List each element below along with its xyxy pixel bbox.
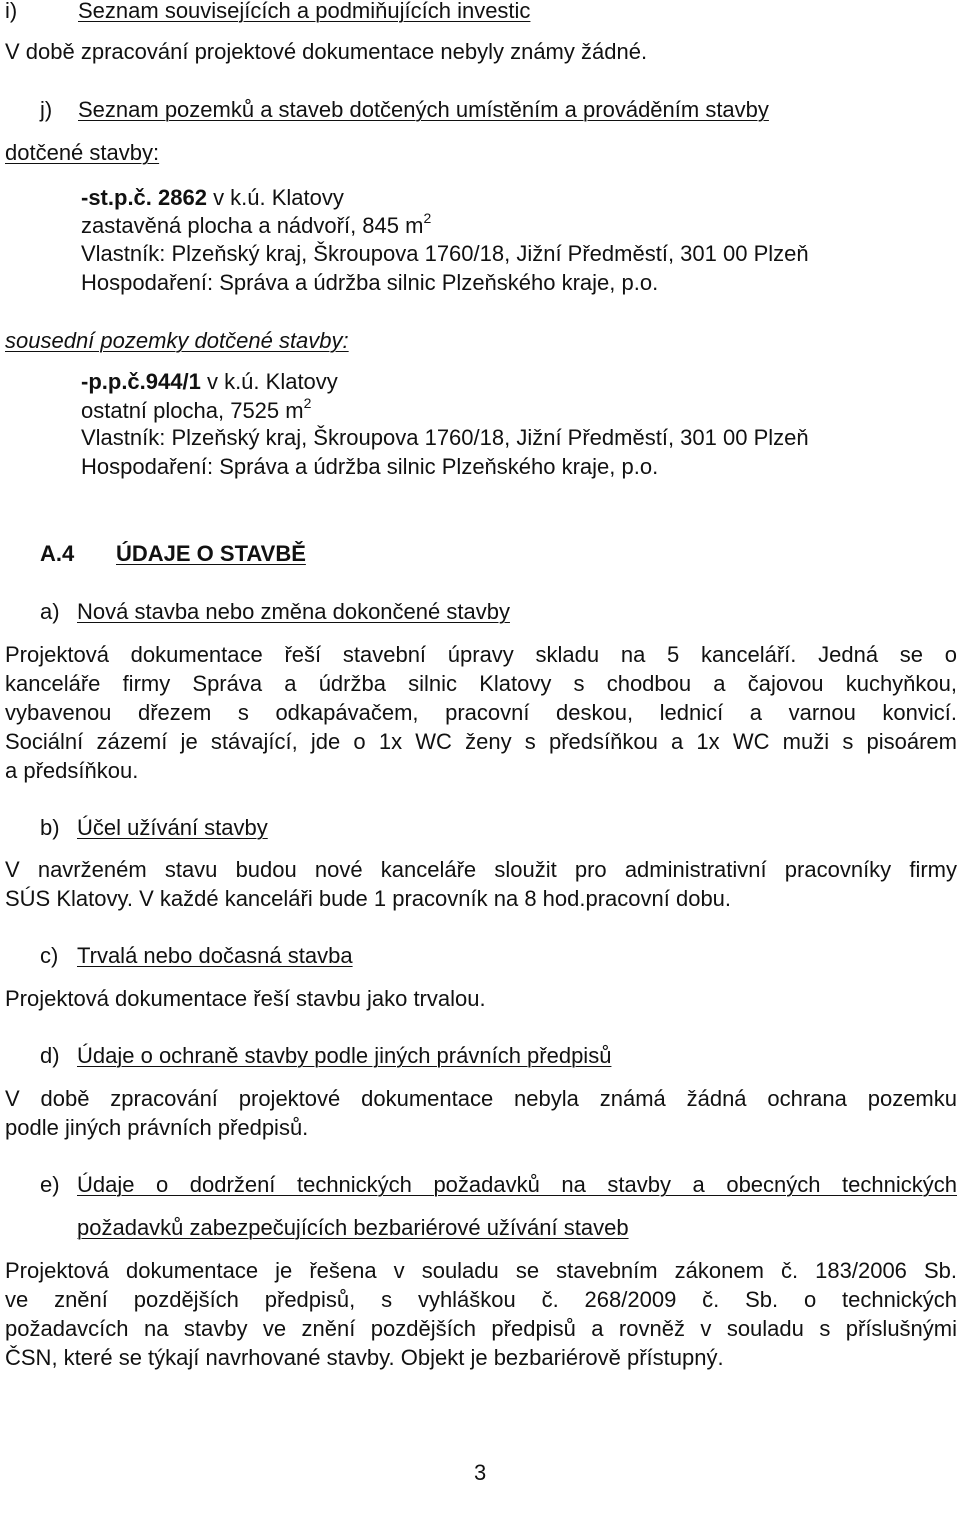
section-j-label: j) xyxy=(40,97,53,122)
subsection-e-label: e) xyxy=(40,1172,60,1197)
subsection-b-heading xyxy=(40,815,268,841)
subsection-a-line: Sociální zázemí je stávající, jde o 1x WC ženy s předsíňkou a 1x WC muži s pisoárem xyxy=(5,729,957,754)
section-a4-heading xyxy=(40,541,306,567)
subsection-a-line: Projektová dokumentace řeší stavební úpravy skladu na 5 kanceláří. Jedná se o xyxy=(5,642,957,667)
subsection-c-text: Projektová dokumentace řeší stavbu jako trvalou. xyxy=(5,986,486,1011)
subsection-d-title: Údaje o ochraně stavby podle jiných právních předpisů xyxy=(77,1043,612,1068)
subsection-b-line: V navrženém stavu budou nové kanceláře sloužit pro administrativní pracovníky firmy xyxy=(5,857,957,882)
parcel-2-area-exponent: 2 xyxy=(303,394,312,411)
parcel-1-locality: v k.ú. Klatovy xyxy=(206,185,344,210)
parcel-2-area: ostatní plocha, 7525 $m^2$ xyxy=(81,394,312,423)
parcel-2-id-line xyxy=(81,369,338,395)
subsection-a-last-line: a předsíňkou. xyxy=(5,758,139,783)
parcel-2-owner: Vlastník: Plzeňský kraj, Škroupova 1760/18, Jižní Předměstí, 301 00 Plzeň xyxy=(81,425,809,450)
section-i-text: V době zpracování projektové dokumentace nebyly známy žádné. xyxy=(5,39,648,64)
parcel-2-locality: v k.ú. Klatovy xyxy=(200,369,338,394)
parcel-1-area: zastavěná plocha a nádvoří, 845 $m^2$ xyxy=(81,209,432,238)
parcel-2-id: -p.p.č.944/1 xyxy=(81,369,201,394)
subsection-c-heading xyxy=(40,943,353,969)
section-a4-title: ÚDAJE O STAVBĚ xyxy=(116,541,306,566)
parcel-1-id: -st.p.č. 2862 xyxy=(81,185,207,210)
section-i-title: Seznam souvisejících a podmiňujících investic xyxy=(78,0,531,23)
subsection-d-heading xyxy=(40,1043,611,1069)
section-i-heading xyxy=(5,0,530,24)
parcel-1-id-line xyxy=(81,185,344,211)
subsection-a-heading xyxy=(40,599,510,625)
section-j-subtitle: dotčené stavby: xyxy=(5,140,160,165)
subsection-a-line: vybavenou dřezem s odkapávačem, pracovní deskou, lednicí a varnou konvicí. xyxy=(5,700,957,725)
subsection-e-line: Projektová dokumentace je řešena v souladu se stavebním zákonem č. 183/2006 Sb. xyxy=(5,1258,957,1283)
subsection-e-last-line: ČSN, které se týkají navrhované stavby. Objekt je bezbariérově přístupný. xyxy=(5,1345,724,1370)
subsection-b-last-line: SÚS Klatovy. V každé kanceláři bude 1 pracovník na 8 hod.pracovní dobu. xyxy=(5,886,732,911)
parcel-1-area-exponent: 2 xyxy=(423,209,432,226)
parcel-1-manager: Hospodaření: Správa a údržba silnic Plzeňského kraje, p.o. xyxy=(81,270,659,295)
subsection-d-label: d) xyxy=(40,1043,60,1068)
subsection-a-line: kanceláře firmy Správa a údržba silnic Klatovy s chodbou a čajovou kuchyňkou, xyxy=(5,671,957,696)
subsection-a-title: Nová stavba nebo změna dokončené stavby xyxy=(77,599,510,624)
parcel-2-manager: Hospodaření: Správa a údržba silnic Plzeňského kraje, p.o. xyxy=(81,454,659,479)
section-i-label: i) xyxy=(5,0,18,23)
section-a4-number: A.4 xyxy=(40,541,75,566)
subsection-b-label: b) xyxy=(40,815,60,840)
subsection-e-title-line2: požadavků zabezpečujících bezbariérové užívání staveb xyxy=(77,1215,629,1240)
neighbors-heading: sousední pozemky dotčené stavby: xyxy=(5,328,349,353)
section-j-title: Seznam pozemků a staveb dotčených umístěním a prováděním stavby xyxy=(78,97,769,122)
section-j-heading xyxy=(40,97,769,123)
subsection-e-title-line1: Údaje o dodržení technických požadavků na stavby a obecných technických xyxy=(77,1172,957,1197)
subsection-d-last-line: podle jiných právních předpisů. xyxy=(5,1115,309,1140)
subsection-d-line: V době zpracování projektové dokumentace nebyla známá žádná ochrana pozemku xyxy=(5,1086,957,1111)
subsection-c-label: c) xyxy=(40,943,59,968)
parcel-1-owner: Vlastník: Plzeňský kraj, Škroupova 1760/18, Jižní Předměstí, 301 00 Plzeň xyxy=(81,241,809,266)
subsection-c-title: Trvalá nebo dočasná stavba xyxy=(77,943,353,968)
subsection-e-line: ve znění pozdějších předpisů, s vyhláškou č. 268/2009 č. Sb. o technických xyxy=(5,1287,957,1312)
subsection-e-line: požadavcích na stavby ve znění pozdějších předpisů a rovněž v souladu s příslušnými xyxy=(5,1316,957,1341)
subsection-a-label: a) xyxy=(40,599,60,624)
subsection-b-title: Účel užívání stavby xyxy=(77,815,268,840)
subsection-e-heading xyxy=(40,1172,957,1198)
page-number: 3 xyxy=(474,1460,487,1485)
